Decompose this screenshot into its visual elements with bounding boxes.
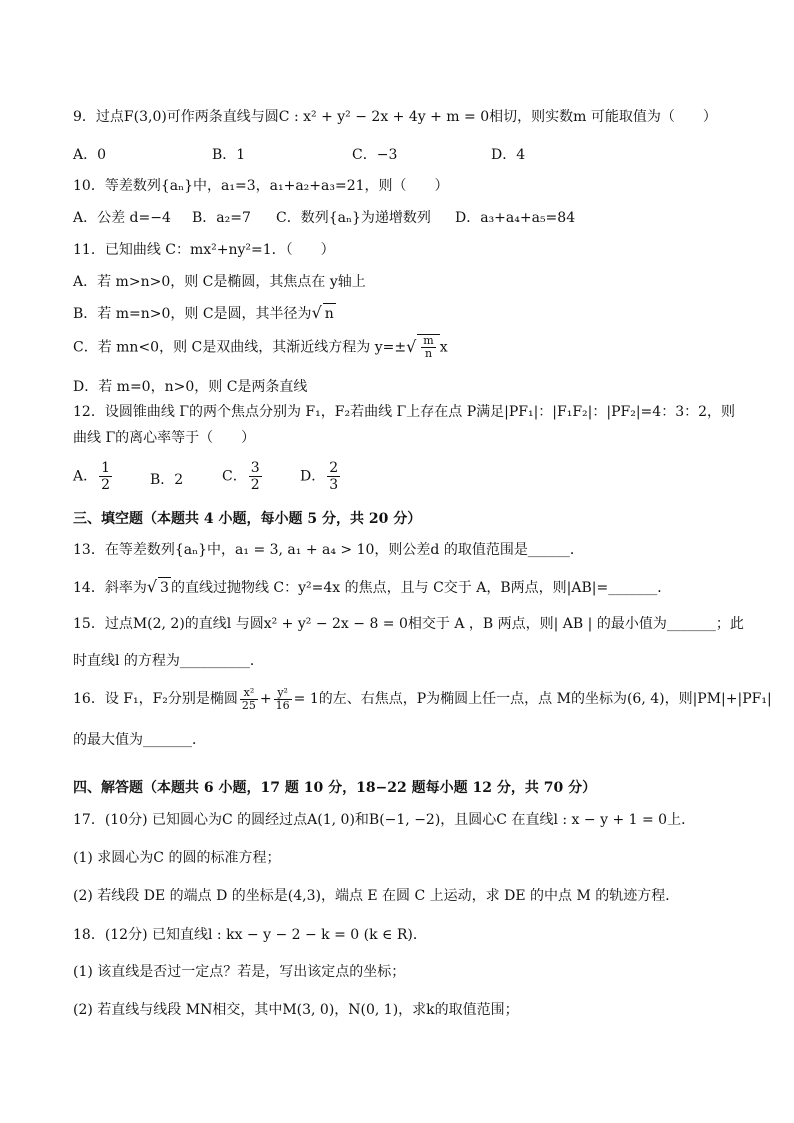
q12-option-d — [300, 460, 342, 493]
q10-option-a: A．公差 d=−4 — [73, 210, 171, 226]
q11-option-b-text: B．若 m=n>0，则 C是圆，其半径为 — [73, 306, 312, 322]
q15-line2: 时直线l 的方程为__________． — [73, 653, 264, 669]
q11-option-c — [73, 334, 448, 360]
q10-option-b: B．a₂=7 — [192, 210, 251, 226]
q16-line2: 的最大值为_______． — [73, 732, 206, 748]
fraction-numerator: 1 — [101, 460, 111, 476]
q9-option-a: A．0 — [73, 147, 107, 163]
q18-part1: (1) 该直线是否过一定点？若是，写出该定点的坐标； — [73, 964, 406, 980]
q14-text: 14．斜率为 — [73, 580, 147, 596]
q16-text: 16．设 F₁，F₂分别是椭圆 — [73, 691, 238, 707]
q18-part2: (2) 若直线与线段 MN相交，其中M(3, 0)，N(0, 1)，求k的取值范围； — [73, 1002, 519, 1018]
q16-fraction-y — [274, 687, 292, 712]
q16-plus: + — [259, 691, 272, 707]
section-3-title: 三、填空题（本题共 4 小题，每小题 5 分，共 20 分） — [73, 511, 422, 527]
fraction-numerator: 2 — [329, 460, 339, 476]
q10-option-d: D．a₃+a₄+a₅=84 — [455, 210, 576, 226]
q11-option-c-text: C．若 mn<0，则 C是双曲线，其渐近线方程为 y=± — [73, 339, 407, 356]
option-label: A． — [73, 468, 98, 485]
sqrt-sign: √ — [311, 303, 322, 322]
q11-option-d: D．若 m=0，n>0，则 C是两条直线 — [73, 379, 308, 395]
q9-option-c: C．−3 — [352, 147, 398, 163]
q18: 18．(12分) 已知直线l : kx − y − 2 − k = 0 (k ∈ R)． — [73, 927, 427, 943]
q12-option-b: B．2 — [150, 472, 184, 488]
option-label: D． — [300, 468, 326, 485]
option-label: C． — [222, 468, 247, 485]
q9-option-b: B．1 — [212, 147, 246, 163]
q10-option-c: C．数列{aₙ}为递增数列 — [276, 210, 431, 226]
q12-stem-line1: 12．设圆锥曲线 Γ的两个焦点分别为 F₁，F₂若曲线 Γ上存在点 P满足|PF₁|：|F₁F₂|：|PF₂|=4：3：2，则 — [73, 404, 736, 420]
q12-option-a — [73, 460, 114, 493]
fraction-numerator: x² — [240, 687, 258, 700]
q12-stem-line2: 曲线 Γ的离心率等于（ ） — [73, 430, 256, 446]
q16-fraction-x — [240, 687, 258, 712]
q10-stem: 10．等差数列{aₙ}中，a₁=3，a₁+a₂+a₃=21，则（ ） — [73, 178, 449, 194]
fraction-denominator: 3 — [329, 477, 339, 493]
fraction-numerator: y² — [274, 687, 292, 700]
q12-option-d-fraction — [327, 460, 340, 493]
q11-stem: 11．已知曲线 C：mx²+ny²=1．（ ） — [73, 242, 335, 258]
q17-part2: (2) 若线段 DE 的端点 D 的坐标是(4,3)，端点 E 在圆 C 上运动，求 DE 的中点 M 的轨迹方程． — [73, 888, 680, 904]
q11-option-c-fraction — [421, 335, 435, 360]
section-4-title: 四、解答题（本题共 6 小题，17 题 10 分，18−22 题每小题 12 分，共 70 分） — [73, 780, 597, 796]
q11-option-c-radical — [417, 334, 439, 360]
q13: 13．在等差数列{aₙ}中，a₁ = 3, a₁ + a₄ > 10，则公差d 的取值范围是______． — [73, 542, 584, 558]
fraction-denominator: 16 — [275, 698, 290, 712]
q12-option-a-fraction — [99, 460, 112, 493]
q9-stem: 9．过点F(3,0)可作两条直线与圆C : x² + y² − 2x + 4y + m = 0相切，则实数m 可能取值为（ ） — [73, 109, 717, 125]
fraction-denominator: 25 — [241, 698, 256, 712]
q16-text-tail: = 1的左、右焦点，P为椭圆上任一点，点 M的坐标为(6, 4)，则|PM|+|PF₁| — [293, 691, 772, 707]
q14-text-tail: 的直线过抛物线 C：y²=4x 的焦点，且与 C交于 A，B两点，则|AB|=_______． — [170, 580, 672, 596]
q17-part1: (1) 求圆心为C 的圆的标准方程； — [73, 850, 281, 866]
sqrt-sign: √ — [406, 336, 417, 356]
sqrt-sign: √ — [146, 577, 158, 596]
q17: 17．(10分) 已知圆心为C 的圆经过点A(1, 0)和B(−1, −2)，且圆心C 在直线l : x − y + 1 = 0上． — [73, 812, 696, 828]
fraction-numerator: 3 — [250, 460, 260, 476]
q14-radicand: 3 — [158, 577, 171, 598]
q11-option-a: A．若 m>n>0，则 C是椭圆，其焦点在 y轴上 — [73, 274, 366, 290]
fraction-denominator: 2 — [250, 477, 260, 493]
fraction-denominator: 2 — [101, 477, 111, 493]
q9-option-d: D．4 — [491, 147, 526, 163]
q12-option-c — [222, 460, 264, 493]
q11-option-b — [73, 303, 336, 324]
fraction-numerator: m — [423, 334, 434, 347]
q15-line1: 15．过点M(2, 2)的直线l 与圆x² + y² − 2x − 8 = 0相交于 A ，B 两点，则| AB | 的最小值为_______；此 — [73, 616, 744, 632]
q11-option-c-tail: x — [439, 339, 448, 356]
fraction-denominator: n — [424, 347, 433, 360]
q11-option-b-radicand: n — [323, 303, 336, 324]
q14 — [73, 577, 671, 598]
q12-option-c-fraction — [249, 460, 262, 493]
q16-line1 — [73, 681, 772, 717]
